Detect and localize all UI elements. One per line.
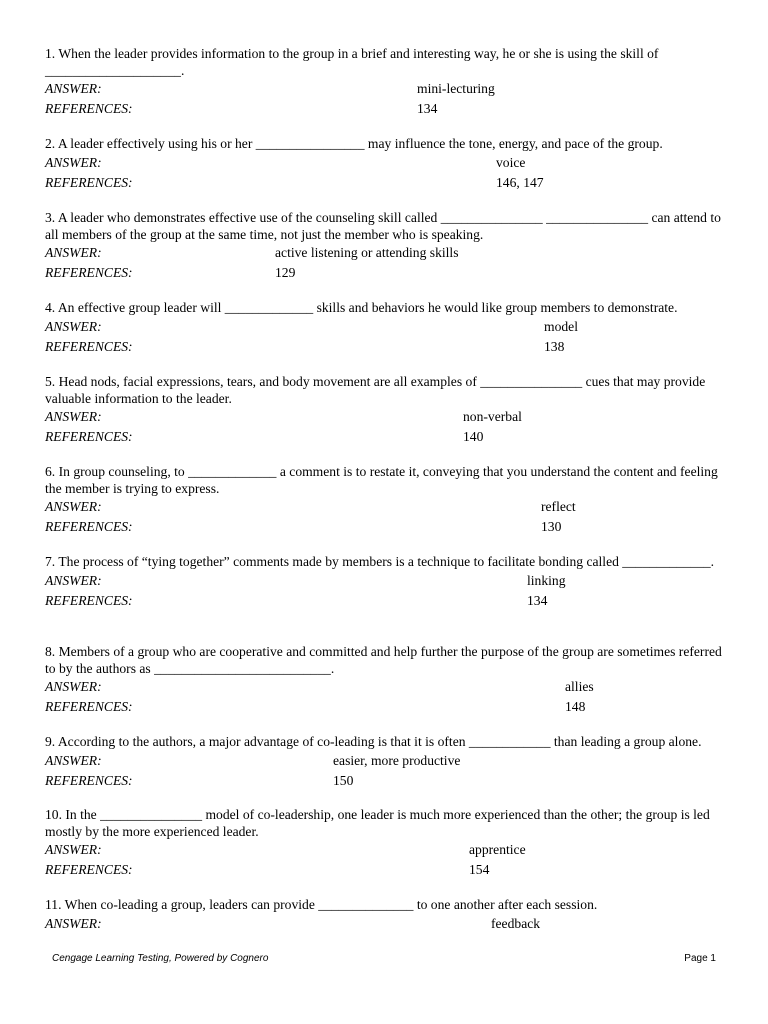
question-2 — [45, 136, 735, 193]
question-text: 9. According to the authors, a major advantage of co-leading is that it is often ____________ than leading a group alone. — [45, 734, 702, 749]
answer-label: ANSWER: — [45, 154, 102, 170]
answer-label: ANSWER: — [45, 499, 102, 514]
answer-label: ANSWER: — [45, 679, 102, 694]
references-row — [45, 860, 735, 880]
question-text: 5. Head nods, facial expressions, tears, and body movement are all examples of _______________ cues that may provide valuable information to the leader. — [45, 374, 706, 406]
answer-label: ANSWER: — [45, 915, 102, 931]
answer-value: easier, more productive — [333, 752, 461, 768]
answer-label: ANSWER: — [45, 572, 102, 588]
answer-value: non-verbal — [463, 409, 522, 424]
references-value: 138 — [544, 338, 565, 354]
references-value: 154 — [469, 862, 490, 877]
references-row — [45, 337, 735, 357]
answer-value: apprentice — [469, 842, 526, 857]
references-value: 140 — [463, 429, 484, 444]
footer-publisher: Cengage Learning Testing, Powered by Cognero — [52, 953, 269, 964]
answer-row — [45, 153, 735, 173]
references-label: REFERENCES: — [45, 265, 133, 280]
question-5 — [45, 374, 735, 447]
question-text: 8. Members of a group who are cooperative and committed and help further the purpose of the group are sometimes referred to by the authors as __________________________. — [45, 644, 722, 676]
answer-value: active listening or attending skills — [275, 245, 459, 260]
answer-value: voice — [496, 154, 526, 170]
references-row — [45, 697, 735, 717]
answer-row — [45, 677, 735, 697]
question-text: 4. An effective group leader will _____________ skills and behaviors he would like group members to demonstrate. — [45, 300, 678, 315]
question-1 — [45, 46, 735, 119]
references-label: REFERENCES: — [45, 772, 133, 788]
references-value: 148 — [565, 699, 586, 714]
answer-label: ANSWER: — [45, 842, 102, 857]
answer-value: feedback — [491, 915, 541, 931]
references-label: REFERENCES: — [45, 862, 133, 877]
references-row — [45, 427, 735, 447]
answer-label: ANSWER: — [45, 245, 102, 260]
references-label: REFERENCES: — [45, 101, 133, 116]
question-6 — [45, 464, 735, 537]
answer-row — [45, 243, 735, 263]
question-text: 1. When the leader provides information to the group in a brief and interesting way, he or she is using the skill of ____________________. — [45, 46, 659, 78]
references-row — [45, 99, 735, 119]
answer-value: model — [544, 318, 578, 334]
answer-row — [45, 79, 735, 99]
references-row — [45, 173, 735, 193]
answer-value: mini-lecturing — [417, 81, 495, 96]
references-label: REFERENCES: — [45, 338, 133, 354]
references-row — [45, 517, 735, 537]
references-label: REFERENCES: — [45, 429, 133, 444]
references-value: 134 — [527, 592, 548, 608]
answer-row — [45, 407, 735, 427]
answer-row — [45, 497, 735, 517]
references-label: REFERENCES: — [45, 592, 133, 608]
question-7 — [45, 554, 735, 611]
answer-value: reflect — [541, 499, 576, 514]
references-label: REFERENCES: — [45, 519, 133, 534]
answer-row — [45, 571, 735, 591]
references-row — [45, 263, 735, 283]
references-value: 134 — [417, 101, 438, 116]
question-10 — [45, 807, 735, 880]
references-row — [45, 771, 735, 791]
question-4 — [45, 300, 735, 357]
question-text: 10. In the _______________ model of co-leadership, one leader is much more experienced than the other; the group is led mostly by the more experienced leader. — [45, 807, 710, 839]
references-value: 150 — [333, 772, 354, 788]
answer-label: ANSWER: — [45, 752, 102, 768]
question-8 — [45, 644, 735, 717]
references-value: 129 — [275, 265, 296, 280]
question-text: 6. In group counseling, to _____________ a comment is to restate it, conveying that you understand the content and feeling the member is trying to express. — [45, 464, 718, 496]
answer-row — [45, 751, 735, 771]
question-text: 7. The process of “tying together” comments made by members is a technique to facilitate bonding called _____________. — [45, 554, 715, 569]
answer-label: ANSWER: — [45, 318, 102, 334]
answer-row — [45, 317, 735, 337]
footer-page-number: Page 1 — [684, 953, 716, 964]
question-9 — [45, 734, 735, 791]
question-11 — [45, 897, 735, 934]
references-row — [45, 591, 735, 611]
question-3 — [45, 210, 735, 283]
question-text: 2. A leader effectively using his or her ________________ may influence the tone, energy, and pace of the group. — [45, 136, 663, 151]
references-value: 130 — [541, 519, 562, 534]
answer-label: ANSWER: — [45, 81, 102, 96]
answer-value: linking — [527, 572, 566, 588]
answer-value: allies — [565, 679, 594, 694]
references-label: REFERENCES: — [45, 699, 133, 714]
answer-label: ANSWER: — [45, 409, 102, 424]
references-value: 146, 147 — [496, 174, 544, 190]
references-label: REFERENCES: — [45, 174, 133, 190]
answer-row — [45, 840, 735, 860]
question-text: 11. When co-leading a group, leaders can provide ______________ to one another after each session. — [45, 897, 598, 912]
question-text: 3. A leader who demonstrates effective use of the counseling skill called _______________ _______________ can attend to all members of the group at the same time, not just the member who is speaking. — [45, 210, 721, 242]
answer-row — [45, 914, 735, 934]
